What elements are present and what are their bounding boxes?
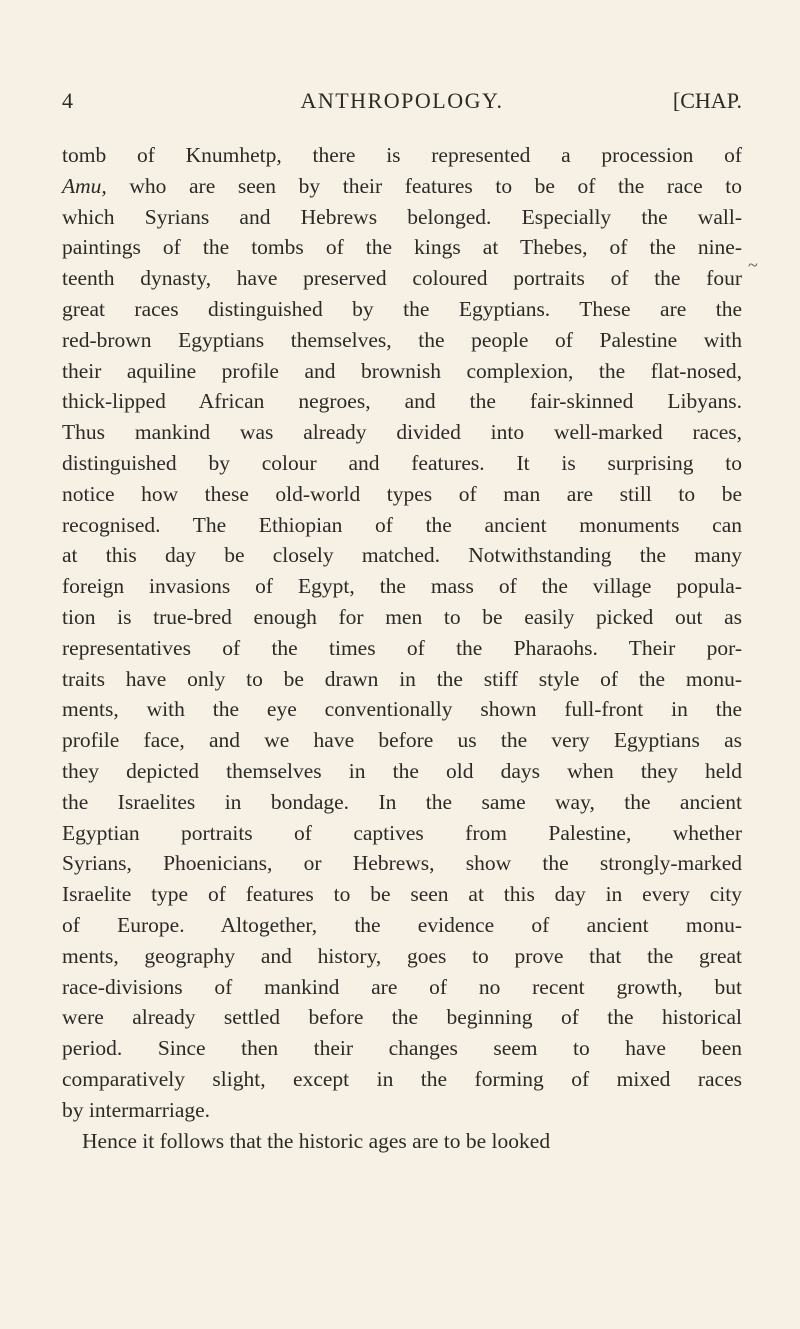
text-line: Syrians, Phoenicians, or Hebrews, show the strongly-marked: [62, 851, 742, 876]
text-line: foreign invasions of Egypt, the mass of the village popula-: [62, 574, 742, 599]
text-line: [62, 171, 742, 202]
page-header: [62, 88, 742, 118]
paragraph-start-line: Hence it follows that the historic ages are to be looked: [82, 1128, 551, 1153]
text-line: comparatively slight, except in the forming of mixed races: [62, 1066, 742, 1091]
text-line: race-divisions of mankind are of no recent growth, but: [62, 974, 742, 999]
text-line: ments, geography and history, goes to prove that the great: [62, 943, 742, 968]
body-text: [62, 140, 742, 1156]
text-line: they depicted themselves in the old days when they held: [62, 758, 742, 783]
text-line: at this day be closely matched. Notwithstanding the many: [62, 543, 742, 568]
text-line: traits have only to be drawn in the stiff style of the monu-: [62, 666, 742, 691]
text-line: recognised. The Ethiopian of the ancient monuments can: [62, 512, 742, 537]
text-line: great races distinguished by the Egyptians. These are the: [62, 296, 742, 321]
text-line: distinguished by colour and features. It is surprising to: [62, 450, 742, 475]
text-line: Egyptian portraits of captives from Palestine, whether: [62, 820, 742, 845]
text-line: profile face, and we have before us the very Egyptians as: [62, 728, 742, 753]
text-line: the Israelites in bondage. In the same way, the ancient: [62, 789, 742, 814]
margin-mark: ~: [748, 255, 758, 275]
text-line: were already settled before the beginning of the historical: [62, 1005, 742, 1030]
text-line: thick-lipped African negroes, and the fair-skinned Libyans.: [62, 389, 742, 414]
text-line: Israelite type of features to be seen at this day in every city: [62, 882, 742, 907]
text-line: tomb of Knumhetp, there is represented a procession of: [62, 143, 742, 167]
text-line: red-brown Egyptians themselves, the people of Palestine with: [62, 327, 742, 352]
text-line: by intermarriage.: [62, 1097, 211, 1122]
text-line: paintings of the tombs of the kings at Thebes, of the nine-: [62, 235, 742, 260]
text-line: of Europe. Altogether, the evidence of ancient monu-: [62, 912, 742, 937]
chapter-mark: [CHAP.: [672, 88, 742, 113]
text-line: notice how these old-world types of man are still to be: [62, 481, 742, 506]
text-line: tion is true-bred enough for men to be easily picked out as: [62, 604, 742, 629]
text-line-rest: who are seen by their features to be of the race to: [129, 173, 742, 198]
italic-term: Amu,: [62, 173, 107, 198]
page-number: 4: [62, 88, 73, 113]
text-line: Thus mankind was already divided into well-marked races,: [62, 420, 742, 445]
running-title: ANTHROPOLOGY.: [300, 88, 504, 113]
text-line: teenth dynasty, have preserved coloured portraits of the four: [62, 266, 742, 291]
text-line: ments, with the eye conventionally shown full-front in the: [62, 697, 742, 722]
text-line: period. Since then their changes seem to have been: [62, 1036, 742, 1061]
text-line: which Syrians and Hebrews belonged. Especially the wall-: [62, 204, 742, 229]
text-line: their aquiline profile and brownish complexion, the flat-nosed,: [62, 358, 742, 383]
text-line: representatives of the times of the Pharaohs. Their por-: [62, 635, 742, 660]
